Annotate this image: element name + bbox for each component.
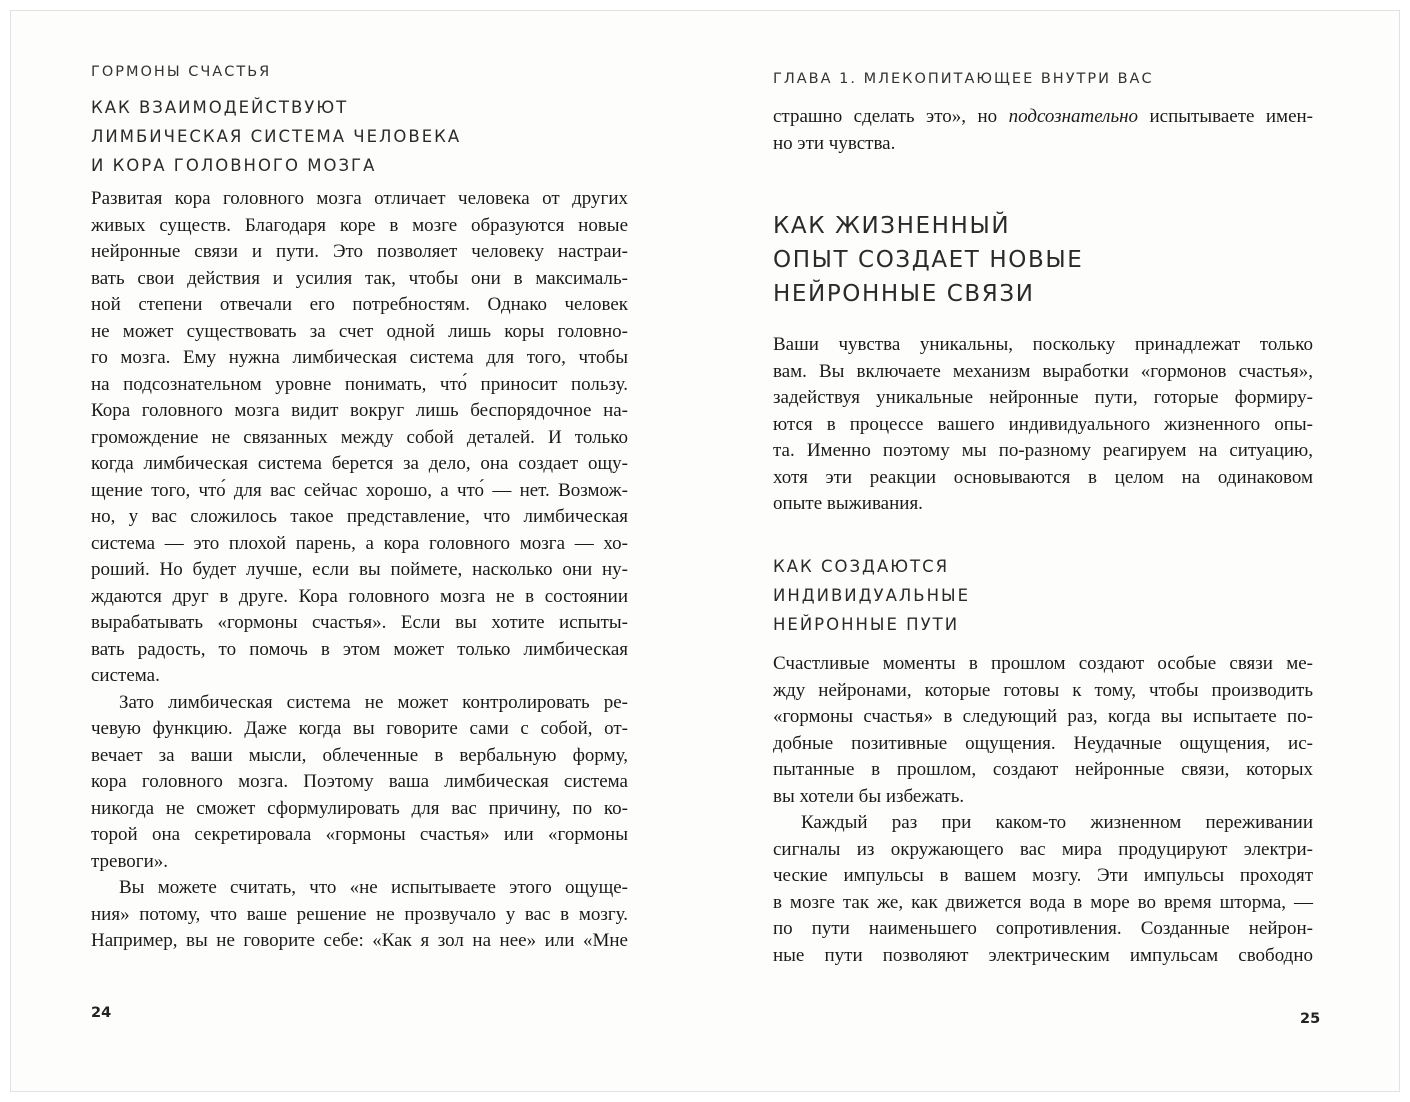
text-line: ждаются друг в друге. Кора головного мозга не в состоянии: [91, 585, 628, 607]
text-line: хотя эти реакции основываются в целом на одинаковом: [773, 466, 1313, 488]
subheading: [773, 552, 970, 639]
text-line: Кора головного мозга видит вокруг лишь беспорядочное на-: [91, 400, 628, 421]
page-number: 24: [91, 1005, 112, 1021]
section-heading: [91, 93, 461, 180]
text-line: но, у вас сложилось такое представление, что лимбическая: [91, 506, 628, 527]
subheading-line: ИНДИВИДУАЛЬНЫЕ: [773, 586, 970, 605]
text-line: вырабатывать «гормоны счастья». Если вы хотите испыты-: [91, 612, 628, 633]
text-line: [773, 104, 1313, 131]
text-line: не может существовать за счет одной лишь коры головно-: [91, 320, 628, 342]
text-line: никогда не сможет сформулировать для вас причину, по ко-: [91, 797, 628, 819]
text-line: тревоги».: [91, 850, 169, 872]
text-line: по пути наименьшего сопротивления. Созданные нейрон-: [773, 918, 1313, 939]
text-line: Развитая кора головного мозга отличает человека от других: [91, 188, 628, 209]
heading-line: КАК ЖИЗНЕННЫЙ: [773, 213, 1011, 239]
text-line: роший. Но будет лучше, если вы поймете, насколько они ну-: [91, 559, 628, 580]
italic-text: подсознательно: [1008, 106, 1139, 127]
text-line: щение того, что́ для вас сейчас хорошо, а что́ — нет. Возмож-: [91, 479, 628, 501]
subheading-line: НЕЙРОННЫЕ ПУТИ: [773, 615, 960, 634]
running-head: ГЛАВА 1. МЛЕКОПИТАЮЩЕЕ ВНУТРИ ВАС: [773, 71, 1154, 87]
text-line: кора головного мозга. Поэтому ваша лимбическая система: [91, 771, 628, 792]
text-span: испытываете имен-: [1138, 106, 1314, 127]
text-line: задействуя уникальные нейронные пути, готорые формиру-: [773, 387, 1313, 408]
text-line: громождение не связанных между собой деталей. И только: [91, 426, 628, 448]
text-line: добные позитивные ощущения. Неудачные ощущения, ис-: [773, 732, 1313, 754]
text-line: чевую функцию. Даже когда вы говорите сами с собой, от-: [91, 718, 628, 739]
text-line: ной степени отвечали его потребностям. Однако человек: [91, 294, 628, 315]
text-line: опыте выживания.: [773, 493, 923, 514]
heading-line: ЛИМБИЧЕСКАЯ СИСТЕМА ЧЕЛОВЕКА: [91, 127, 462, 146]
text-line: в мозге так же, как движется вода в море во время шторма, —: [773, 891, 1313, 913]
heading-line: ОПЫТ СОЗДАЕТ НОВЫЕ: [773, 247, 1084, 273]
text-line: вам. Вы включаете механизм выработки «гормонов счастья»,: [773, 360, 1313, 382]
text-line: ные пути позволяют электрическим импульсам свободно: [773, 944, 1313, 966]
text-line: вы хотели бы избежать.: [773, 785, 965, 807]
text-line: живых существ. Благодаря коре в мозге образуются новые: [91, 214, 628, 236]
text-line: жду нейронами, которые готовы к тому, чтобы производить: [773, 679, 1313, 701]
text-line: но эти чувства.: [773, 132, 896, 154]
text-line: вечает за ваши мысли, облеченные в вербальную форму,: [91, 744, 628, 766]
running-head: ГОРМОНЫ СЧАСТЬЯ: [91, 64, 272, 80]
continuation-text: [773, 104, 1313, 157]
text-span: страшно сделать это», но: [773, 106, 1009, 127]
left-page: [11, 11, 705, 1091]
section-heading: [773, 209, 1083, 311]
body-text: [773, 651, 1313, 969]
text-line: ческие импульсы в вашем мозгу. Эти импульсы проходят: [773, 865, 1313, 886]
text-line: торой она секретировала «гормоны счастья» или «гормоны: [91, 824, 628, 845]
text-line: ния» потому, что ваше решение не прозвучало у вас в мозгу.: [91, 903, 628, 925]
body-text: [91, 186, 628, 955]
text-line: Каждый раз при каком-то жизненном переживании: [801, 812, 1313, 833]
subheading-line: КАК СОЗДАЮТСЯ: [773, 557, 950, 576]
text-line: когда лимбическая система берется за дело, она создает ощу-: [91, 453, 628, 474]
heading-line: НЕЙРОННЫЕ СВЯЗИ: [773, 281, 1035, 307]
text-line: нейронные связи и пути. Это позволяет человеку настраи-: [91, 241, 628, 262]
text-line: Зато лимбическая система не может контролировать ре-: [119, 691, 628, 713]
text-line: «гормоны счастья» в следующий раз, когда вы испытаете по-: [773, 706, 1313, 727]
text-line: система — это плохой парень, а кора головного мозга — хо-: [91, 532, 628, 554]
text-line: Счастливые моменты в прошлом создают особые связи ме-: [773, 653, 1313, 674]
page-number: 25: [1300, 1011, 1321, 1027]
text-line: пытанные в прошлом, создают нейронные связи, которых: [773, 759, 1313, 780]
text-line: вать радость, то помочь в этом может только лимбическая: [91, 638, 628, 660]
text-line: Вы можете считать, что «не испытываете этого ощуще-: [119, 877, 628, 898]
text-line: система.: [91, 665, 160, 686]
book-spread: [10, 10, 1400, 1092]
heading-line: КАК ВЗАИМОДЕЙСТВУЮТ: [91, 98, 349, 117]
heading-line: И КОРА ГОЛОВНОГО МОЗГА: [91, 156, 377, 175]
right-page: [705, 11, 1399, 1091]
text-line: сигналы из окружающего вас мира продуцируют электри-: [773, 838, 1313, 860]
body-text: [773, 332, 1313, 518]
text-line: вать свои действия и усилия так, чтобы они в максималь-: [91, 267, 628, 289]
text-line: го мозга. Ему нужна лимбическая система для того, чтобы: [91, 347, 628, 368]
text-line: та. Именно поэтому мы по-разному реагируем на ситуацию,: [773, 440, 1313, 461]
text-line: ются в процессе вашего индивидуального жизненного опы-: [773, 413, 1313, 435]
text-line: Ваши чувства уникальны, поскольку принадлежат только: [773, 334, 1313, 355]
text-line: Например, вы не говорите себе: «Как я зол на нее» или «Мне: [91, 930, 628, 951]
text-line: на подсознательном уровне понимать, что́ приносит пользу.: [91, 373, 628, 395]
